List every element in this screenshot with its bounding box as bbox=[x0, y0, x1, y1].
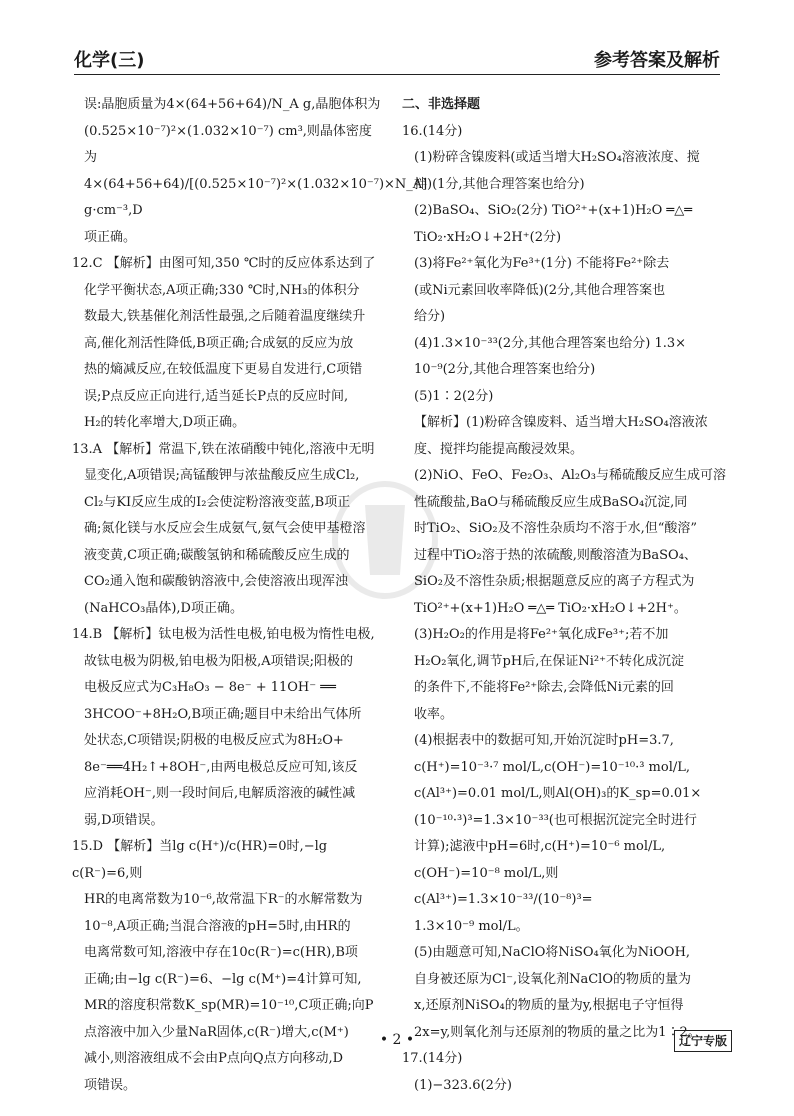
answer-line: 数最大,铁基催化剂活性最强,之后随着温度继续升 bbox=[84, 309, 366, 324]
answer-line: (2)NiO、FeO、Fe₂O₃、Al₂O₃与稀硫酸反应生成可溶 bbox=[414, 468, 726, 483]
answer-line: (NaHCO₃晶体),D项正确。 bbox=[84, 600, 243, 616]
answer-line: 显变化,A项错误;高锰酸钾与浓盐酸反应生成Cl₂, bbox=[84, 468, 360, 483]
answer-line: 1.3×10⁻⁹ mol/L。 bbox=[414, 918, 529, 934]
answer-line: 12.C 【解析】由图可知,350 ℃时的反应体系达到了 bbox=[72, 256, 376, 271]
section-heading: 二、非选择题 bbox=[402, 97, 481, 112]
left-column bbox=[72, 92, 428, 1099]
answer-line: 13.A 【解析】常温下,铁在浓硝酸中钝化,溶液中无明 bbox=[72, 441, 375, 457]
answer-line: SiO₂及不溶性杂质;根据题意反应的离子方程式为 bbox=[414, 574, 695, 589]
answer-line: (10⁻¹⁰·³)³=1.3×10⁻³³(也可根据沉淀完全时进行 bbox=[414, 812, 697, 828]
answer-line: 弱,D项错误。 bbox=[84, 812, 164, 828]
answer-line: Cl₂与KI反应生成的I₂会使淀粉溶液变蓝,B项正 bbox=[84, 494, 351, 510]
answer-line: (3)H₂O₂的作用是将Fe²⁺氧化成Fe³⁺;若不加 bbox=[414, 627, 669, 642]
answer-line: 8e⁻══4H₂↑+8OH⁻,由两电极总反应可知,该反 bbox=[84, 759, 358, 775]
answer-line: 高,催化剂活性降低,B项正确;合成氨的反应为放 bbox=[84, 335, 354, 351]
answer-line: 故钛电极为阴极,铂电极为阳极,A项错误;阳极的 bbox=[84, 653, 354, 669]
answer-line: 2x=y,则氧化剂与还原剂的物质的量之比为1∶2。 bbox=[414, 1024, 701, 1040]
answer-line: 3HCOO⁻+8H₂O,B项正确;题目中未给出气体所 bbox=[84, 706, 362, 722]
answer-line: H₂O₂氧化,调节pH后,在保证Ni²⁺不转化成沉淀 bbox=[414, 653, 684, 669]
answer-line: 过程中TiO₂溶于热的浓硫酸,则酸溶渣为BaSO₄、 bbox=[414, 547, 697, 563]
answer-line: (1)−323.6(2分) bbox=[414, 1077, 512, 1093]
answer-line: c(H⁺)=10⁻³·⁷ mol/L,c(OH⁻)=10⁻¹⁰·³ mol/L, bbox=[414, 759, 690, 775]
answer-line: 度、搅拌均能提高酸浸效果。 bbox=[414, 441, 584, 457]
answer-line: 点溶液中加入少量NaR固体,c(R⁻)增大,c(M⁺) bbox=[84, 1024, 349, 1040]
answer-line: c(OH⁻)=10⁻⁸ mol/L,则c(Al³⁺)=1.3×10⁻³³/(10⁻⁸)³= bbox=[414, 865, 593, 907]
answer-line: 应消耗OH⁻,则一段时间后,电解质溶液的碱性减 bbox=[84, 786, 356, 801]
answer-line: 计算);滤液中pH=6时,c(H⁺)=10⁻⁶ mol/L, bbox=[414, 839, 666, 854]
page-header bbox=[74, 40, 720, 75]
section-title: 参考答案及解析 bbox=[594, 50, 720, 71]
answer-line: 热的熵减反应,在较低温度下更易自发进行,C项错 bbox=[84, 362, 363, 377]
answer-line: 电离常数可知,溶液中存在10c(R⁻)=c(HR),B项 bbox=[84, 945, 358, 960]
answer-line: 性硫酸盐,BaO与稀硫酸反应生成BaSO₄沉淀,同 bbox=[414, 494, 688, 510]
answer-line: 17.(14分) bbox=[402, 1051, 463, 1066]
answer-line: H₂的转化率增大,D项正确。 bbox=[84, 415, 246, 430]
answer-line: 10⁻⁹(2分,其他合理答案也给分) bbox=[414, 362, 596, 377]
edition-badge: 辽宁专版 bbox=[674, 1030, 732, 1052]
answer-line: CO₂通入饱和碳酸钠溶液中,会使溶液出现浑浊 bbox=[84, 574, 348, 589]
answer-line: 正确;由−lg c(R⁻)=6、−lg c(M⁺)=4计算可知, bbox=[84, 971, 362, 987]
answer-line: 时TiO₂、SiO₂及不溶性杂质均不溶于水,但“酸溶” bbox=[414, 521, 698, 536]
answer-line: 16.(14分) bbox=[402, 123, 463, 139]
answer-line: (2)BaSO₄、SiO₂(2分) TiO²⁺+(x+1)H₂O ═△═ bbox=[414, 203, 693, 218]
answer-line: c(Al³⁺)=0.01 mol/L,则Al(OH)₃的K_sp=0.01× bbox=[414, 786, 702, 801]
answer-line: 减小,则溶液组成不会由P点向Q点方向移动,D bbox=[84, 1051, 344, 1066]
answer-line: x,还原剂NiSO₄的物质的量为y,根据电子守恒得 bbox=[414, 998, 684, 1013]
answer-line: 14.B 【解析】钛电极为活性电极,铂电极为惰性电极, bbox=[72, 627, 375, 642]
answer-line: (5)1∶2(2分) bbox=[414, 388, 494, 404]
answer-line: (0.525×10⁻⁷)²×(1.032×10⁻⁷) cm³,则晶体密度 bbox=[84, 123, 372, 139]
answer-line: 确;氮化镁与水反应会生成氨气,氨气会使甲基橙溶 bbox=[84, 521, 366, 536]
answer-line: 误;P点反应正向进行,适当延长P点的反应时间, bbox=[84, 388, 349, 404]
answer-line: TiO²⁺+(x+1)H₂O ═△═ TiO₂·xH₂O↓+2H⁺。 bbox=[414, 600, 687, 616]
answer-line: 液变黄,C项正确;碳酸氢钠和稀硫酸反应生成的 bbox=[84, 547, 350, 563]
answer-line: 项错误。 bbox=[84, 1077, 137, 1093]
answer-line: 处状态,C项错误;阴极的电极反应式为8H₂O+ bbox=[84, 733, 344, 748]
answer-line: (1)粉碎含镍废料(或适当增大H₂SO₄溶液浓度、搅 bbox=[414, 150, 700, 165]
right-column bbox=[402, 92, 730, 1099]
answer-line: 的条件下,不能将Fe²⁺除去,会降低Ni元素的回 bbox=[414, 680, 674, 695]
answer-line: 10⁻⁸,A项正确;当混合溶液的pH=5时,由HR的 bbox=[84, 918, 351, 934]
answer-line: (4)根据表中的数据可知,开始沉淀时pH=3.7, bbox=[414, 733, 674, 748]
answer-line: 化学平衡状态,A项正确;330 ℃时,NH₃的体积分 bbox=[84, 282, 360, 298]
answer-line: 给分) bbox=[414, 309, 446, 324]
subject-title: 化学(三) bbox=[74, 50, 145, 71]
answer-line: 收率。 bbox=[414, 706, 454, 722]
answer-line: 为4×(64+56+64)/[(0.525×10⁻⁷)²×(1.032×10⁻⁷)×N_A] g·cm⁻³,D bbox=[84, 150, 428, 218]
answer-line: (5)由题意可知,NaClO将NiSO₄氧化为NiOOH, bbox=[414, 945, 691, 960]
answer-line: 自身被还原为Cl⁻,设氧化剂NaClO的物质的量为 bbox=[414, 971, 691, 987]
answer-line: 【解析】(1)粉碎含镍废料、适当增大H₂SO₄溶液浓 bbox=[414, 415, 708, 430]
page-number: • 2 • bbox=[379, 1032, 415, 1048]
answer-line: TiO₂·xH₂O↓+2H⁺(2分) bbox=[414, 229, 562, 245]
answer-line: (或Ni元素回收率降低)(2分,其他合理答案也 bbox=[414, 282, 666, 298]
answer-line: 15.D 【解析】当lg c(H⁺)/c(HR)=0时,−lg c(R⁻)=6,则 bbox=[72, 839, 328, 881]
answer-line: 误:晶胞质量为4×(64+56+64)/N_A g,晶胞体积为 bbox=[84, 97, 381, 112]
answer-line: (3)将Fe²⁺氧化为Fe³⁺(1分) 不能将Fe²⁺除去 bbox=[414, 256, 670, 271]
answer-line: 项正确。 bbox=[84, 229, 137, 245]
answer-line: HR的电离常数为10⁻⁶,故常温下R⁻的水解常数为 bbox=[84, 892, 363, 907]
answer-line: 电极反应式为C₃H₈O₃ − 8e⁻ + 11OH⁻ ══ bbox=[84, 680, 336, 695]
answer-line: MR的溶度积常数K_sp(MR)=10⁻¹⁰,C项正确;向P bbox=[84, 998, 374, 1013]
answer-line: 拌)(1分,其他合理答案也给分) bbox=[414, 176, 585, 192]
answer-line: (4)1.3×10⁻³³(2分,其他合理答案也给分) 1.3× bbox=[414, 335, 687, 351]
